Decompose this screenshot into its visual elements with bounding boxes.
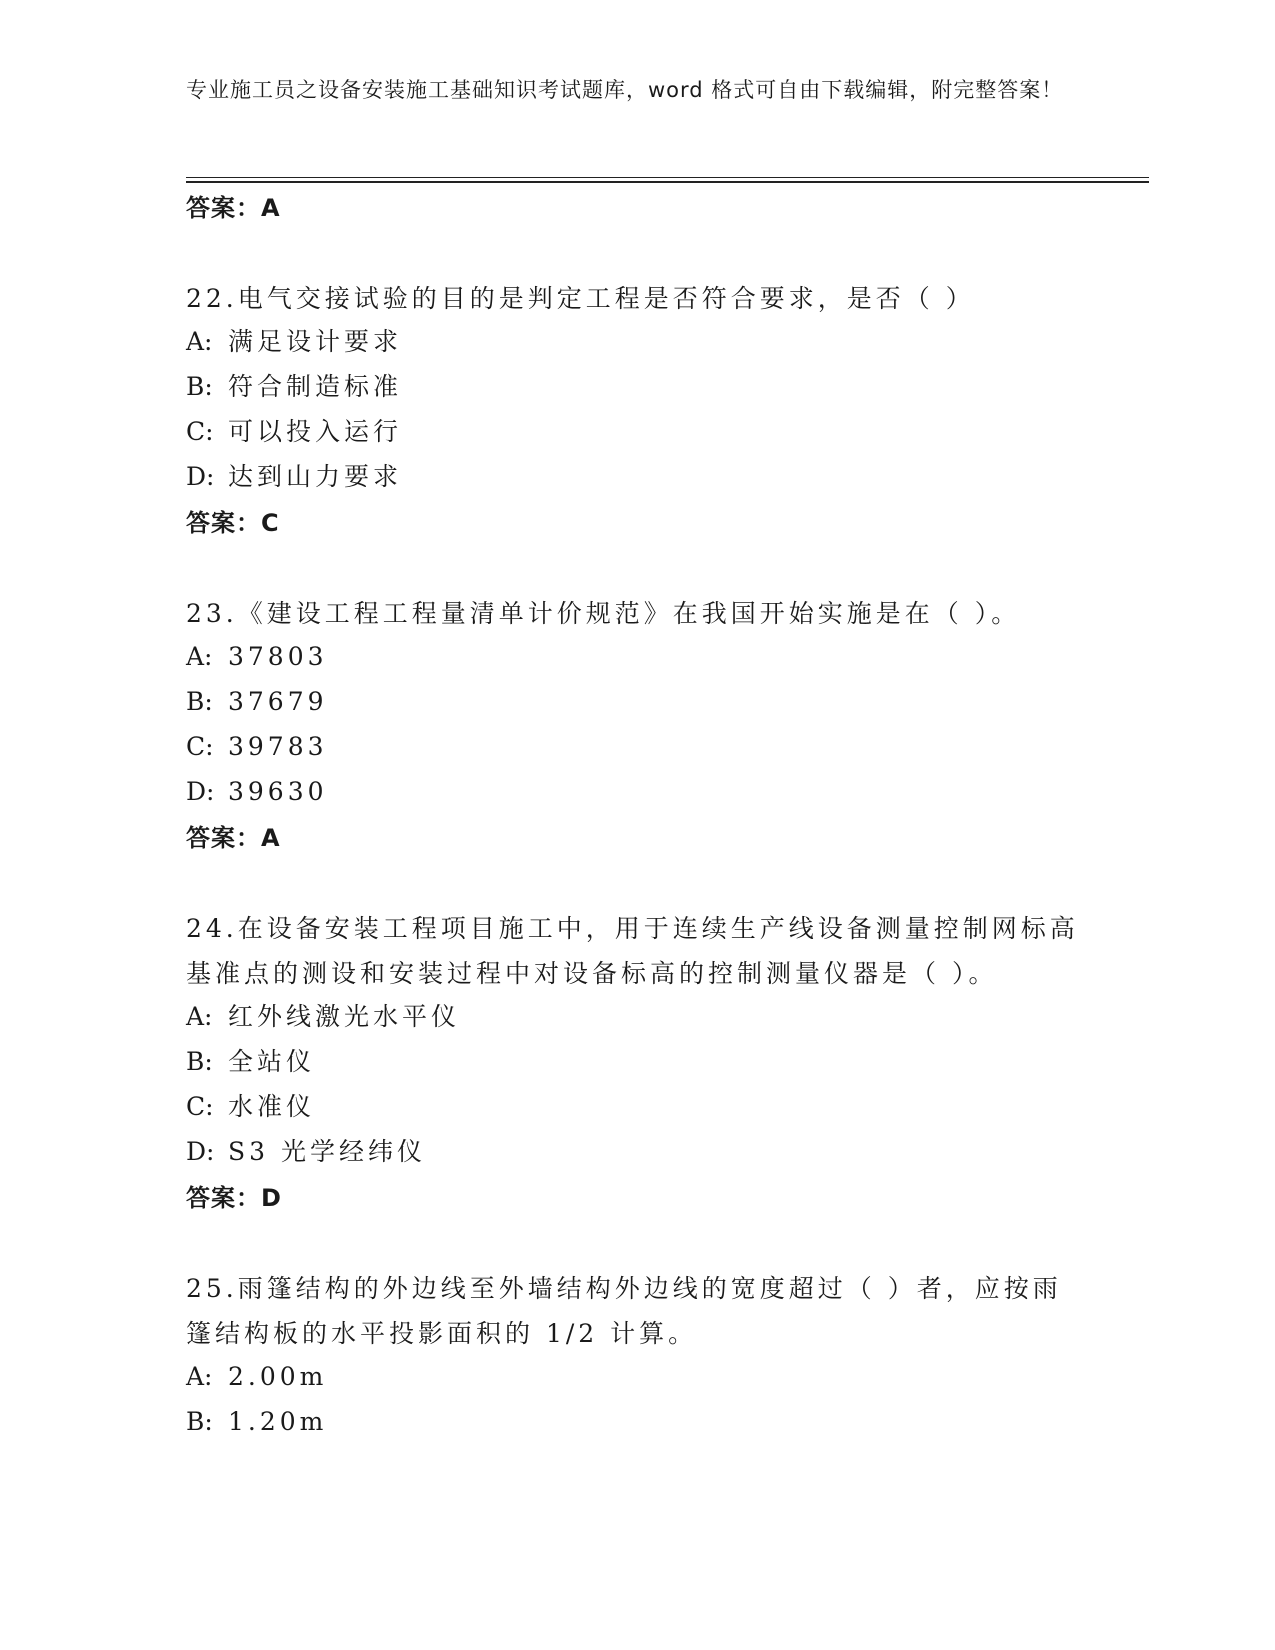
option-key: C: <box>186 732 214 761</box>
question-24-stem: 24.在设备安装工程项目施工中，用于连续生产线设备测量控制网标高基准点的测设和安装过程中对设备标高的控制测量仪器是（ ）。 <box>186 914 1079 988</box>
question-24-option-d <box>186 1135 426 1169</box>
question-23-option-c <box>186 730 328 764</box>
option-text: 37803 <box>228 642 328 671</box>
option-key: A: <box>186 642 213 671</box>
question-25-option-a <box>186 1360 327 1394</box>
question-22-option-b <box>186 370 402 404</box>
option-text: S3 光学经纬仪 <box>228 1137 426 1166</box>
option-key: B: <box>186 1047 213 1076</box>
question-25-option-b <box>186 1405 327 1439</box>
question-23-answer: 答案：A <box>186 824 281 852</box>
option-key: B: <box>186 1407 213 1436</box>
question-21-answer: 答案：A <box>186 194 281 222</box>
header-divider <box>186 177 1149 178</box>
question-23-option-b <box>186 685 328 719</box>
header-divider-thick <box>186 181 1149 183</box>
question-22-stem: 22.电气交接试验的目的是判定工程是否符合要求，是否（ ） <box>186 284 975 313</box>
option-key: C: <box>186 1092 214 1121</box>
option-key: D: <box>186 777 215 806</box>
option-key: D: <box>186 1137 215 1166</box>
option-key: C: <box>186 417 214 446</box>
question-24-option-b <box>186 1045 315 1079</box>
question-22-option-c <box>186 415 402 449</box>
question-22-option-a <box>186 325 402 359</box>
option-text: 37679 <box>228 687 328 716</box>
option-text: 满足设计要求 <box>228 327 403 356</box>
option-text: 水准仪 <box>228 1092 316 1121</box>
option-text: 39630 <box>228 777 328 806</box>
option-text: 1.20m <box>228 1407 328 1436</box>
option-key: B: <box>186 372 213 401</box>
question-23-option-d <box>186 775 328 809</box>
question-24-option-c <box>186 1090 315 1124</box>
question-22-option-d <box>186 460 402 494</box>
option-text: 红外线激光水平仪 <box>228 1002 461 1031</box>
option-key: D: <box>186 462 215 491</box>
option-text: 达到山力要求 <box>228 462 403 491</box>
option-key: A: <box>186 1002 213 1031</box>
option-text: 2.00m <box>228 1362 328 1391</box>
question-24-answer: 答案：D <box>186 1184 282 1212</box>
option-key: B: <box>186 687 213 716</box>
question-24-option-a <box>186 1000 460 1034</box>
question-23-stem: 23.《建设工程工程量清单计价规范》在我国开始实施是在（ ）。 <box>186 599 1021 628</box>
option-key: A: <box>186 1362 213 1391</box>
option-text: 全站仪 <box>228 1047 316 1076</box>
option-text: 符合制造标准 <box>228 372 403 401</box>
option-key: A: <box>186 327 213 356</box>
document-header: 专业施工员之设备安装施工基础知识考试题库，word 格式可自由下载编辑，附完整答案！ <box>186 78 1064 102</box>
option-text: 可以投入运行 <box>228 417 403 446</box>
question-23-option-a <box>186 640 328 674</box>
question-22-answer: 答案：C <box>186 509 280 537</box>
option-text: 39783 <box>228 732 328 761</box>
question-25-stem: 25.雨篷结构的外边线至外墙结构外边线的宽度超过（ ）者，应按雨篷结构板的水平投影面积的 1/2 计算。 <box>186 1274 1062 1348</box>
